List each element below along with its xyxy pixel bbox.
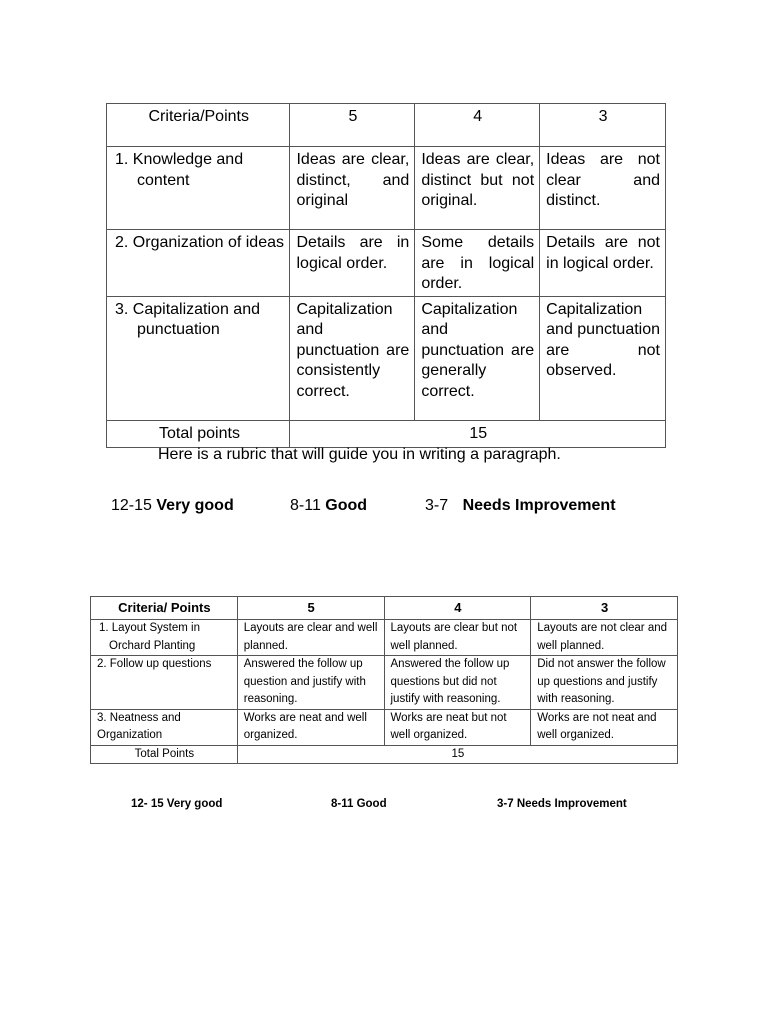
scale-label: Very good	[156, 497, 234, 514]
score-5-cell: Ideas are clear, distinct, and original	[290, 147, 415, 230]
scale-item-good: 8-11 Good	[331, 798, 387, 810]
criteria-cell: 2. Organization of ideas	[107, 230, 290, 297]
table-header-row	[107, 104, 666, 147]
score-3-cell: Details are not in logical order.	[540, 230, 666, 297]
score-3-cell: Did not answer the follow up questions and justify with reasoning.	[531, 656, 678, 710]
scale-range: 3-7	[425, 497, 449, 514]
scale-item	[425, 497, 616, 515]
score-3-cell: Ideas are not clear and distinct.	[540, 147, 666, 230]
scale-item	[290, 497, 367, 515]
criteria-cell: 1. Knowledge and content	[107, 147, 290, 230]
score-4-cell: Answered the follow up questions but did not justify with reasoning.	[384, 656, 531, 710]
criteria-cell: 3. Capitalization and punctuation	[107, 296, 290, 420]
scale-range: 12-15	[111, 497, 152, 514]
score-3-cell: Capitalization and punctuation are not observed.	[540, 296, 666, 420]
score-3-cell: Layouts are not clear and well planned.	[531, 620, 678, 656]
table-row	[91, 656, 678, 710]
total-value: 15	[237, 745, 677, 764]
scale-label: Good	[325, 497, 368, 514]
table-row	[107, 147, 666, 230]
table-row	[91, 620, 678, 656]
scale-label: Needs Improvement	[462, 497, 616, 514]
score-4-cell: Some details are in logical order.	[415, 230, 540, 297]
criteria-cell: 2. Follow up questions	[91, 656, 238, 710]
header-points-5: 5	[237, 597, 384, 620]
header-points-5: 5	[290, 104, 415, 147]
score-4-cell: Capitalization and punctuation are generally correct.	[415, 296, 540, 420]
criteria-cell: 1. Layout System in Orchard Planting	[91, 620, 238, 656]
table-row	[107, 230, 666, 297]
header-criteria: Criteria/ Points	[91, 597, 238, 620]
total-label: Total points	[107, 420, 290, 447]
rubric-note: Here is a rubric that will guide you in writing a paragraph.	[158, 446, 561, 463]
criteria-cell: 3. Neatness and Organization	[91, 709, 238, 745]
scale-item-very-good: 12- 15 Very good	[131, 798, 223, 810]
total-row	[91, 745, 678, 764]
total-label: Total Points	[91, 745, 238, 764]
header-points-3: 3	[531, 597, 678, 620]
table-header-row	[91, 597, 678, 620]
total-value: 15	[290, 420, 666, 447]
scale-range: 8-11	[290, 497, 321, 514]
header-criteria: Criteria/Points	[107, 104, 290, 147]
score-4-cell: Layouts are clear but not well planned.	[384, 620, 531, 656]
total-row	[107, 420, 666, 447]
score-5-cell: Layouts are clear and well planned.	[237, 620, 384, 656]
scale-item	[111, 497, 234, 515]
score-4-cell: Works are neat but not well organized.	[384, 709, 531, 745]
table-row	[91, 709, 678, 745]
rubric-table-orchard	[90, 596, 678, 764]
score-5-cell: Capitalization and punctuation are consistently correct.	[290, 296, 415, 420]
score-5-cell: Answered the follow up question and justify with reasoning.	[237, 656, 384, 710]
score-4-cell: Ideas are clear, distinct but not original.	[415, 147, 540, 230]
scale-item-needs-improvement: 3-7 Needs Improvement	[497, 798, 627, 810]
score-5-cell: Works are neat and well organized.	[237, 709, 384, 745]
header-points-4: 4	[384, 597, 531, 620]
table-row	[107, 296, 666, 420]
header-points-3: 3	[540, 104, 666, 147]
score-3-cell: Works are not neat and well organized.	[531, 709, 678, 745]
score-5-cell: Details are in logical order.	[290, 230, 415, 297]
rubric-table-paragraph	[106, 103, 666, 448]
header-points-4: 4	[415, 104, 540, 147]
